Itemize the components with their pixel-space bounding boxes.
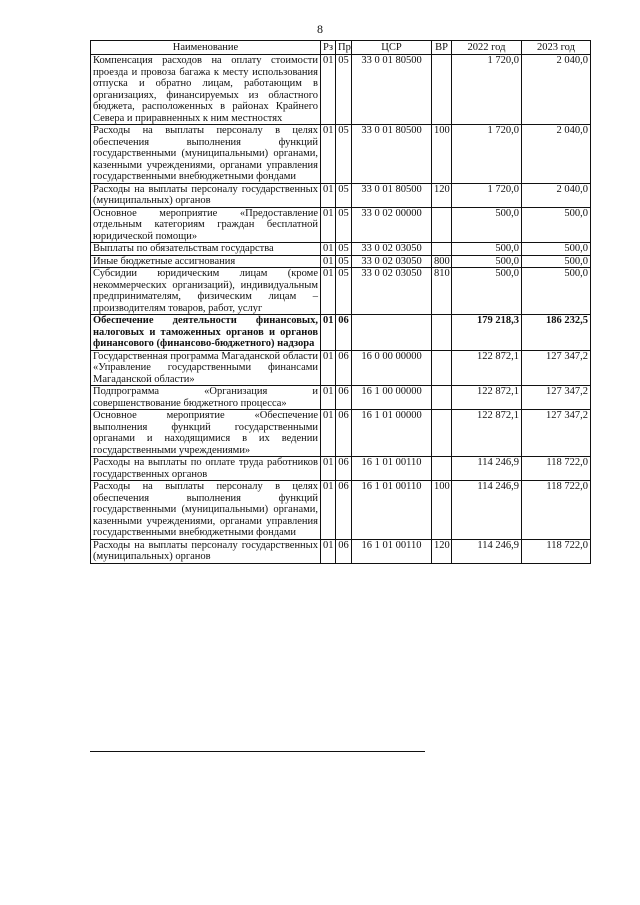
cell-pr: 06 (336, 386, 352, 410)
cell-rz: 01 (321, 183, 336, 207)
cell-y2022: 1 720,0 (452, 183, 522, 207)
cell-y2022: 500,0 (452, 243, 522, 256)
cell-y2023: 2 040,0 (522, 55, 591, 125)
table-row (91, 315, 591, 351)
cell-name: Основное мероприятие «Обеспечение выполнения функций государственными органами и находящимися в их ведении государственными учреждениями» (91, 410, 321, 457)
cell-rz: 01 (321, 55, 336, 125)
cell-csr: 16 1 00 00000 (352, 386, 432, 410)
cell-rz: 01 (321, 386, 336, 410)
cell-vr (432, 386, 452, 410)
cell-y2023: 500,0 (522, 207, 591, 243)
cell-y2022: 500,0 (452, 255, 522, 268)
cell-csr: 16 1 01 00110 (352, 457, 432, 481)
cell-name: Подпрограмма «Организация и совершенствование бюджетного процесса» (91, 386, 321, 410)
cell-pr: 06 (336, 410, 352, 457)
cell-pr: 05 (336, 255, 352, 268)
cell-rz: 01 (321, 481, 336, 540)
cell-name: Расходы на выплаты по оплате труда работников государственных органов (91, 457, 321, 481)
cell-csr: 16 1 01 00110 (352, 539, 432, 563)
cell-y2023: 127 347,2 (522, 386, 591, 410)
cell-y2023: 500,0 (522, 243, 591, 256)
header-2022: 2022 год (452, 41, 522, 55)
cell-y2023: 500,0 (522, 255, 591, 268)
cell-name: Государственная программа Магаданской области «Управление государственными финансами Магаданской области» (91, 350, 321, 386)
cell-csr: 16 0 00 00000 (352, 350, 432, 386)
cell-rz: 01 (321, 539, 336, 563)
cell-csr: 33 0 01 80500 (352, 125, 432, 184)
cell-rz: 01 (321, 207, 336, 243)
table-row (91, 386, 591, 410)
cell-rz: 01 (321, 350, 336, 386)
table-row (91, 183, 591, 207)
table-body (91, 55, 591, 564)
cell-vr: 120 (432, 539, 452, 563)
cell-vr (432, 410, 452, 457)
header-name: Наименование (91, 41, 321, 55)
cell-y2023: 2 040,0 (522, 183, 591, 207)
cell-vr: 100 (432, 481, 452, 540)
cell-y2022: 114 246,9 (452, 481, 522, 540)
cell-name: Расходы на выплаты персоналу в целях обеспечения выполнения функций государственными (муниципальными) органами, казенными учреждениями, органами управления государственными внебюджетными фондами (91, 481, 321, 540)
cell-pr: 06 (336, 539, 352, 563)
cell-vr (432, 350, 452, 386)
cell-name: Иные бюджетные ассигнования (91, 255, 321, 268)
header-pr: Пр (336, 41, 352, 55)
cell-y2022: 114 246,9 (452, 539, 522, 563)
cell-vr: 100 (432, 125, 452, 184)
cell-csr: 33 0 02 03050 (352, 255, 432, 268)
table-row (91, 410, 591, 457)
header-csr: ЦСР (352, 41, 432, 55)
cell-vr: 800 (432, 255, 452, 268)
footer-rule (90, 751, 425, 752)
cell-name: Расходы на выплаты персоналу в целях обеспечения выполнения функций государственными (муниципальными) органами, казенными учреждениями, органами управления государственными внебюджетными фондами (91, 125, 321, 184)
cell-csr: 33 0 01 80500 (352, 183, 432, 207)
cell-rz: 01 (321, 457, 336, 481)
cell-name: Выплаты по обязательствам государства (91, 243, 321, 256)
cell-y2022: 1 720,0 (452, 55, 522, 125)
table-row (91, 55, 591, 125)
cell-y2023: 186 232,5 (522, 315, 591, 351)
cell-csr: 33 0 01 80500 (352, 55, 432, 125)
cell-vr (432, 207, 452, 243)
cell-y2023: 500,0 (522, 268, 591, 315)
cell-csr: 33 0 02 03050 (352, 243, 432, 256)
cell-y2022: 122 872,1 (452, 410, 522, 457)
cell-name: Обеспечение деятельности финансовых, налоговых и таможенных органов и органов финансового (финансово-бюджетного) надзора (91, 315, 321, 351)
cell-csr: 16 1 01 00110 (352, 481, 432, 540)
header-vr: ВР (432, 41, 452, 55)
cell-pr: 06 (336, 481, 352, 540)
table-row (91, 125, 591, 184)
cell-y2022: 1 720,0 (452, 125, 522, 184)
table-row (91, 481, 591, 540)
table-row (91, 539, 591, 563)
cell-y2023: 2 040,0 (522, 125, 591, 184)
cell-pr: 06 (336, 350, 352, 386)
cell-y2023: 118 722,0 (522, 539, 591, 563)
budget-table (90, 40, 591, 564)
cell-pr: 05 (336, 55, 352, 125)
cell-name: Компенсация расходов на оплату стоимости проезда и провоза багажа к месту использования отпуска и обратно лицам, работающим в организациях, финансируемых из областного бюджета, расположенных в районах Крайнего Севера и приравненных к ним местностях (91, 55, 321, 125)
header-2023: 2023 год (522, 41, 591, 55)
table-row (91, 268, 591, 315)
cell-name: Расходы на выплаты персоналу государственных (муниципальных) органов (91, 183, 321, 207)
table-row (91, 255, 591, 268)
cell-vr (432, 457, 452, 481)
cell-rz: 01 (321, 243, 336, 256)
cell-rz: 01 (321, 315, 336, 351)
table-row (91, 207, 591, 243)
cell-rz: 01 (321, 255, 336, 268)
cell-y2022: 500,0 (452, 268, 522, 315)
table-row (91, 243, 591, 256)
cell-y2022: 179 218,3 (452, 315, 522, 351)
cell-vr: 120 (432, 183, 452, 207)
cell-vr (432, 243, 452, 256)
cell-pr: 05 (336, 125, 352, 184)
cell-y2022: 114 246,9 (452, 457, 522, 481)
cell-name: Основное мероприятие «Предоставление отдельным категориям граждан бесплатной юридической помощи» (91, 207, 321, 243)
cell-y2023: 127 347,2 (522, 350, 591, 386)
table-header-row (91, 41, 591, 55)
cell-vr: 810 (432, 268, 452, 315)
cell-pr: 05 (336, 268, 352, 315)
cell-y2022: 500,0 (452, 207, 522, 243)
cell-pr: 05 (336, 207, 352, 243)
cell-rz: 01 (321, 268, 336, 315)
header-rz: Рз (321, 41, 336, 55)
cell-name: Расходы на выплаты персоналу государственных (муниципальных) органов (91, 539, 321, 563)
cell-y2023: 118 722,0 (522, 457, 591, 481)
cell-y2023: 118 722,0 (522, 481, 591, 540)
cell-rz: 01 (321, 125, 336, 184)
cell-csr: 16 1 01 00000 (352, 410, 432, 457)
cell-pr: 05 (336, 183, 352, 207)
cell-pr: 05 (336, 243, 352, 256)
cell-csr: 33 0 02 00000 (352, 207, 432, 243)
page-number: 8 (317, 22, 323, 36)
cell-pr: 06 (336, 315, 352, 351)
cell-rz: 01 (321, 410, 336, 457)
cell-vr (432, 315, 452, 351)
table-row (91, 350, 591, 386)
cell-name: Субсидии юридическим лицам (кроме некоммерческих организаций), индивидуальным предпринимателям, физическим лицам – производителям товаров, работ, услуг (91, 268, 321, 315)
cell-pr: 06 (336, 457, 352, 481)
cell-vr (432, 55, 452, 125)
table-row (91, 457, 591, 481)
cell-csr: 33 0 02 03050 (352, 268, 432, 315)
cell-csr (352, 315, 432, 351)
cell-y2022: 122 872,1 (452, 386, 522, 410)
cell-y2022: 122 872,1 (452, 350, 522, 386)
cell-y2023: 127 347,2 (522, 410, 591, 457)
